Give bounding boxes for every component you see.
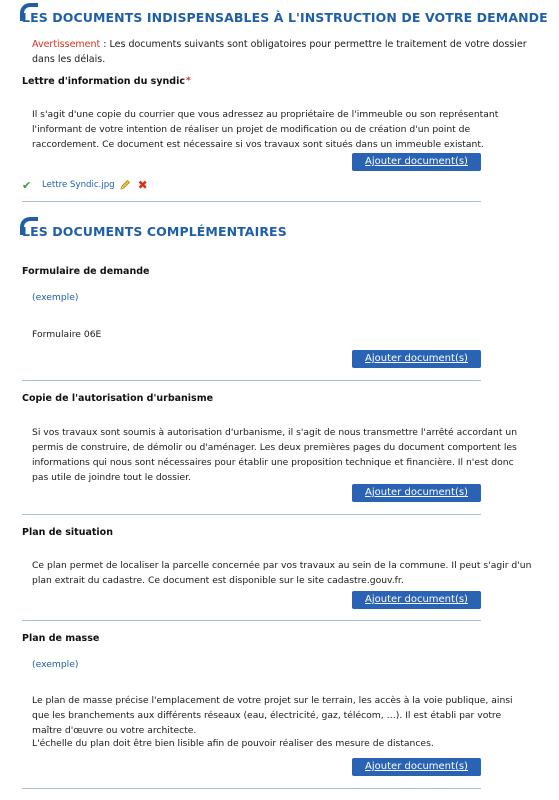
warning-message: : Les documents suivants sont obligatoires pour permettre le traitement de votre dossier dans les délais.	[32, 39, 527, 65]
section-divider	[22, 788, 481, 789]
uploaded-file-row	[22, 178, 148, 192]
doc-title-urbanisme: Copie de l'autorisation d'urbanisme	[22, 393, 214, 404]
warning-label: Avertissement	[32, 39, 101, 50]
section-divider	[22, 201, 481, 202]
doc-description-masse: Le plan de masse précise l'emplacement de votre projet sur le terrain, les accès à la voie publique, ainsi que les branchements aux différents réseaux (eau, électricité, gaz, télécom, …). Il est établi par votre maître d'œuvre ou votre architecte.	[32, 695, 513, 736]
doc-title-situation: Plan de situation	[22, 527, 113, 538]
section-title-complementary: LES DOCUMENTS COMPLÉMENTAIRES	[22, 224, 287, 239]
doc-description-situation: Ce plan permet de localiser la parcelle concernée par vos travaux au sein de la commune. Il peut s'agir d'un plan extrait du cadastre. Ce document est disponible sur le site cadastre.gouv.fr.	[32, 560, 532, 586]
doc-description-masse-scale: L'échelle du plan doit être bien lisible afin de pouvoir réaliser des mesure de distances.	[32, 738, 434, 749]
doc-title-masse: Plan de masse	[22, 633, 100, 644]
add-document-button-formulaire[interactable]: Ajouter document(s)	[352, 350, 481, 368]
check-icon: ✔	[22, 178, 32, 192]
required-mark: *	[185, 76, 191, 86]
delete-icon[interactable]: ✖	[137, 178, 148, 192]
uploaded-file-link[interactable]: Lettre Syndic.jpg	[42, 180, 115, 190]
doc-description-syndic: Il s'agit d'une copie du courrier que vous adressez au propriétaire de l'immeuble ou son représentant l'informant de votre intention de réaliser un projet de modification ou de création d'un point de raccordement. Ce document est nécessaire si vos travaux sont situés dans un immeuble existant.	[32, 109, 499, 150]
section-title-required: LES DOCUMENTS INDISPENSABLES À L'INSTRUCTION DE VOTRE DEMANDE	[22, 10, 548, 25]
example-link-formulaire[interactable]: (exemple)	[32, 292, 79, 303]
warning-text	[32, 37, 532, 67]
doc-title-syndic	[22, 76, 191, 87]
add-document-button-syndic[interactable]: Ajouter document(s)	[352, 153, 481, 171]
section-divider	[22, 620, 481, 621]
section-divider	[22, 514, 481, 515]
add-document-button-masse[interactable]: Ajouter document(s)	[352, 758, 481, 776]
doc-description-formulaire: Formulaire 06E	[32, 329, 102, 340]
example-link-masse[interactable]: (exemple)	[32, 659, 79, 670]
add-document-button-urbanisme[interactable]: Ajouter document(s)	[352, 484, 481, 502]
section-divider	[22, 380, 481, 381]
doc-title-syndic-label: Lettre d'information du syndic	[22, 76, 185, 87]
pencil-icon[interactable]	[119, 179, 131, 191]
doc-description-urbanisme: Si vos travaux sont soumis à autorisation d'urbanisme, il s'agit de nous transmettre l'arrêté accordant un permis de construire, de démolir ou d'aménager. Les deux premières pages du document comportent les informations qui nous sont nécessaires pour établir une proposition technique et financière. Il n'est donc pas utile de joindre tout le dossier.	[32, 427, 518, 483]
add-document-button-situation[interactable]: Ajouter document(s)	[352, 591, 481, 609]
doc-title-formulaire: Formulaire de demande	[22, 266, 150, 277]
